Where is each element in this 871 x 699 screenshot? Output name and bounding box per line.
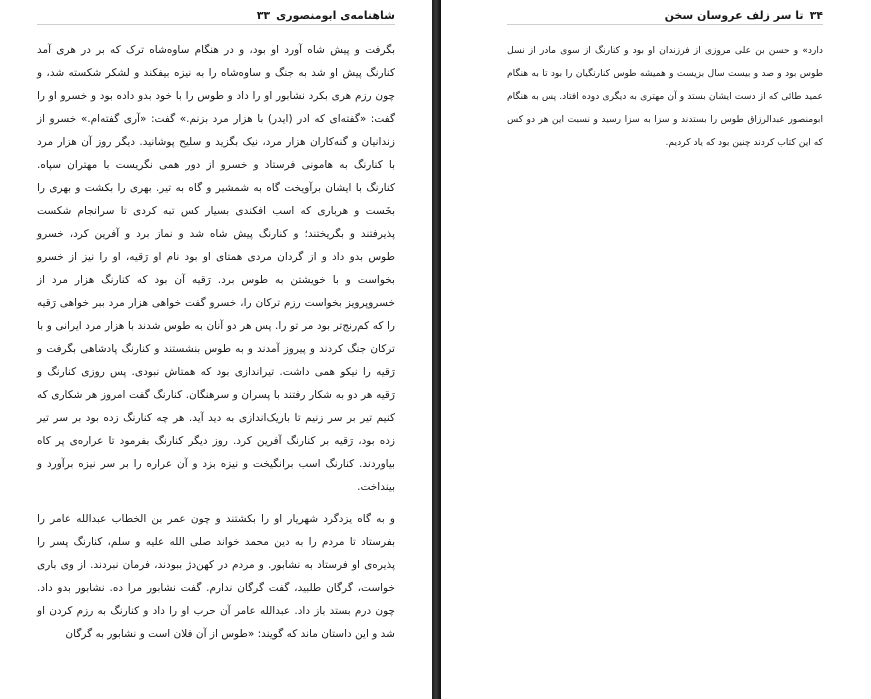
right-body-text (507, 39, 823, 154)
book-spine-gutter (432, 0, 441, 699)
text-line: چون درم بستد باز داد. عبدالله عامر آن حرب او را داد و کنارنگ به رزم کردن او (37, 605, 395, 617)
left-body-text (37, 39, 395, 646)
paragraph (37, 508, 395, 646)
text-line: پذیره‌ی او فرستاد به نشابور. و مردم در کهن‌دژ ببودند، فرمان نبردند. از وی باری (37, 559, 395, 571)
text-line: زندانیان و گنه‌کاران هزار مرد، نیک بگزید و سلیح پوشانید. دیگر روز آن هزار مرد (37, 136, 395, 148)
text-line: با کنارنگ به هامونی فرستاد و خسرو از دور همی نگریست با مهتران سپاه. (37, 159, 395, 171)
paragraph (37, 39, 395, 499)
text-line: پذیرفتند و بگریختند؛ و کنارنگ پیش شاه شد و نماز برد و آفرین کرد، خسرو (37, 228, 395, 240)
right-page-number: ۳۴ (809, 8, 823, 22)
text-line: طوس بدو داد و از گردان مردی همتای او بود نام او رَقیه، او را نیز از خسرو (37, 251, 395, 263)
left-page-number: ۳۳ (256, 8, 271, 22)
right-page (441, 0, 871, 699)
text-line: شد و این داستان ماند که گویند: «طوس از آن فلان است و نشابور به گرگان (65, 628, 395, 640)
paragraph (507, 39, 823, 154)
text-line: گفت: «گفته‌ای که ادر (ایدر) با هزار مرد بزنم.» گفت: «آری گفته‌ام.» خسرو از (37, 113, 395, 125)
text-line: عمید طائی که از دست ایشان بستد و آن مهتری به دیگری دوده افتاد. پس به هنگام (507, 91, 823, 102)
text-line: کنارنگ با ایشان برآویخت گاه به شمشیر و گاه به تیر. بهری را بکشت و بهری را (37, 182, 395, 194)
text-line: رَقیه هر دو به شکار رفتند با پسران و سرهنگان. کنارنگ گفت امروز هر شکاری که (37, 389, 395, 401)
text-line: طوس بود و صد و بیست سال بزیست و همیشه طوس کنارنگیان را بود تا به هنگام (507, 68, 823, 79)
text-line: را که کم‌رنج‌تر بود مر تو را. پس هر دو آنان به طوس شدند با هزار مرد ایرانی و با (37, 320, 395, 332)
text-line: ابومنصور عبدالرزاق طوس را بستدند و سزا به سزا رسید و نسبت این هر دو کس (507, 114, 823, 125)
text-line: بینداخت. (357, 481, 395, 493)
text-line: کنارنگ پیش او شد به جنگ و ساوه‌شاه را به نیزه بیفکند و لشکر شکسته شد، و (37, 67, 395, 79)
text-line: بخَست و هرباری که اسب افکندی بسیار کس تبه کردی تا سرانجام شکست (37, 205, 395, 217)
text-line: رَقیه را نیکو همی داشت. تیراندازی بود که همتاش نبودی. پس روزی کنارنگ و (37, 366, 395, 378)
text-line: ترکان جنگ کردند و پیروز آمدند و به طوس بنشستند و کنارنگ پادشاهی بگرفت و (37, 343, 395, 355)
text-line: که این کتاب کردند چنین بود که یاد کردیم. (665, 137, 823, 148)
text-line: و به گاه یزدگرد شهریار او را بکشتند و چون عمر بن الخطاب عبدالله عامر را (37, 513, 395, 525)
text-line: خسروپرویز بخواست رزم ترکان را، خسرو گفت خواهی هزار مرد ببر خواهی رَقیه (37, 297, 395, 309)
text-line: بخواست و با خویشتن به طوس برد. رَقیه آن بود که کنارنگ هزار مرد از (37, 274, 395, 286)
text-line: کنیم تیر بر سر زنیم تا باریک‌اندازی به دید آید. هر چه کنارنگ زده بود بر سر تیر (37, 412, 395, 424)
right-header-title: تا سر زلف عروسان سخن (664, 8, 804, 22)
left-running-head (257, 6, 395, 24)
left-header-divider (37, 24, 395, 25)
text-line: بفرستاد تا مردم را به دین محمد خواند صلی الله علیه و سلم، کنارنگ پسر را (37, 536, 395, 548)
left-header-title: شاهنامه‌ی ابومنصوری (276, 8, 395, 22)
text-line: دارد» و حسن بن علی مروزی از فرزندان او بود و کنارنگ از سوی مادر از نسل (507, 45, 823, 56)
text-line: خواست، گرگان طلبید، گفت گرگان ندارم. گفت نشابور مرا ده. نشابور بدو داد. (37, 582, 395, 594)
text-line: زده بود، رَقیه بر کنارنگ آفرین کرد. روز دیگر کنارنگ بفرمود تا عراره‌ی پر کاه (37, 435, 395, 447)
text-line: چون رزم هری بکرد نشابور او را داد و طوس را با خود بدو داده بود و خسرو او را (37, 90, 395, 102)
text-line: بیاوردند. کنارنگ اسب برانگیخت و نیزه بزد و آن عراره را بر سر نیزه برآورد و (37, 458, 395, 470)
right-running-head (665, 6, 823, 24)
right-header-divider (507, 24, 823, 25)
left-page (0, 0, 432, 699)
text-line: بگرفت و پیش شاه آورد او بود، و در هنگام ساوه‌شاه ترک که بر در هری آمد (37, 44, 395, 56)
